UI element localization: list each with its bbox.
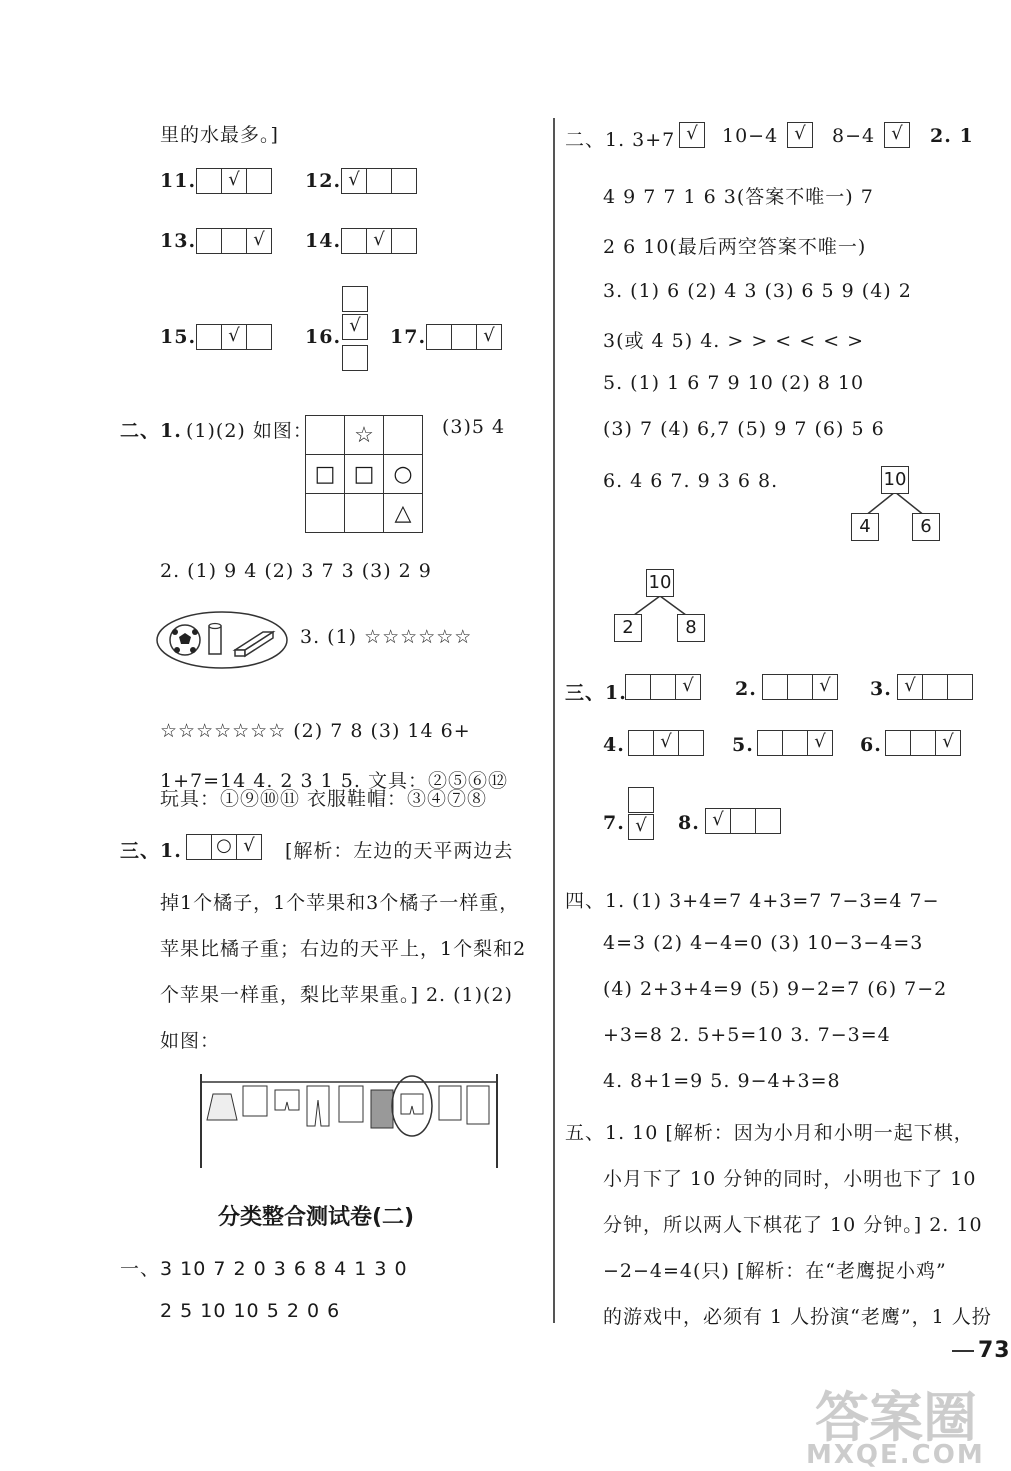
question-number: 5.	[732, 734, 754, 756]
text-line: −2−4=4(只) [解析：在“老鹰捉小鸡”	[603, 1260, 947, 1282]
text-line: 3. (1) ☆☆☆☆☆☆	[300, 626, 473, 648]
text-line: 3. (1) 6 (2) 4 3 (3) 6 5 9 (4) 2	[603, 280, 912, 302]
cylinder-icon	[209, 624, 221, 655]
section-title: 分类整合测试卷(二)	[218, 1205, 415, 1230]
text-line: 如图：	[160, 1030, 221, 1052]
text-line: 2 5 10 10 5 2 0 6	[160, 1300, 341, 1322]
tree-leaf-number: 2	[614, 614, 642, 642]
answer-boxes: √	[426, 324, 501, 350]
text-line: 的游戏中，必须有 1 人扮演“老鹰”，1 人扮	[603, 1306, 992, 1328]
text-line: 掉1个橘子，1个苹果和3个橘子一样重，	[160, 892, 520, 914]
answer-box: √	[884, 122, 910, 148]
question-number: 15.	[160, 326, 197, 348]
tree-top-number: 10	[646, 569, 674, 597]
text-line: 2. 1	[930, 125, 974, 147]
text-line: (1)(2) 如图：	[186, 420, 313, 442]
answer-boxes: √	[196, 228, 271, 254]
answer-boxes: √	[341, 228, 416, 254]
text-line: 四、1. (1) 3+4=7 4+3=7 7−3=4 7−	[565, 890, 940, 912]
shape-grid: ☆ □ □ ○ △	[305, 415, 423, 533]
text-line: (3) 7 (4) 6,7 (5) 9 7 (6) 5 6	[603, 418, 885, 440]
answer-boxes: √	[757, 730, 832, 756]
question-number: 12.	[305, 170, 342, 192]
answer-box: √	[342, 314, 368, 340]
objects-illustration	[155, 610, 290, 670]
column-divider	[553, 118, 555, 1323]
text-line: 苹果比橘子重；右边的天平上，1个梨和2	[160, 938, 527, 960]
section-label: 二、1.	[120, 420, 182, 442]
question-number: 16.	[305, 326, 342, 348]
answer-boxes: ○ √	[186, 834, 261, 860]
text-line: 二、1. 3+7	[565, 129, 676, 151]
question-number: 11.	[160, 170, 197, 192]
text-line: 5. (1) 1 6 7 9 10 (2) 8 10	[603, 372, 865, 394]
question-number: 13.	[160, 230, 197, 252]
section-label: 三、1.	[120, 840, 182, 862]
text-line: 五、1. 10 [解析：因为小月和小明一起下棋，	[565, 1122, 974, 1144]
text-line: 4=3 (2) 4−4=0 (3) 10−3−4=3	[603, 932, 924, 954]
text-line: 分钟，所以两人下棋花了 10 分钟。] 2. 10	[603, 1214, 983, 1236]
answer-boxes: √	[897, 674, 972, 700]
answer-box	[628, 787, 654, 813]
shorts-icon	[275, 1090, 299, 1110]
text-line: 4. 8+1=9 5. 9−4+3=8	[603, 1070, 841, 1092]
watermark-url: MXQE.COM	[806, 1440, 985, 1470]
text-line: 6. 4 6 7. 9 3 6 8.	[603, 470, 779, 492]
page-number-rule	[952, 1350, 974, 1352]
shirt-icon	[439, 1086, 461, 1120]
question-number: 4.	[603, 734, 625, 756]
soccer-ball-icon	[170, 625, 200, 655]
tree-leaf-number: 4	[851, 513, 879, 541]
answer-boxes: √	[341, 168, 416, 194]
answer-box: √	[787, 122, 813, 148]
answer-box: √	[628, 814, 654, 840]
question-number: 14.	[305, 230, 342, 252]
question-number: 6.	[860, 734, 882, 756]
tree-leaf-number: 8	[677, 614, 705, 642]
shirt-icon	[243, 1086, 267, 1116]
answer-boxes: √	[885, 730, 960, 756]
tree-leaf-number: 6	[912, 513, 940, 541]
watermark-logo: 答案圈	[815, 1386, 977, 1449]
text-line: 里的水最多。]	[160, 124, 279, 146]
skirt-icon	[207, 1094, 237, 1120]
text-line: 8−4	[832, 125, 876, 147]
text-line: 1+7=14 4. 2 3 1 5. 文具：②⑤⑥⑫	[160, 770, 508, 792]
answer-boxes: √	[196, 324, 271, 350]
text-line: 小月下了 10 分钟的同时，小明也下了 10	[603, 1168, 977, 1190]
answer-box	[342, 286, 368, 312]
answer-boxes: √	[762, 674, 837, 700]
text-line: 玩具：①⑨⑩⑪ 衣服鞋帽：③④⑦⑧	[160, 788, 488, 810]
question-number: 17.	[390, 326, 427, 348]
pants-icon	[307, 1086, 329, 1126]
text-line: 2 6 10(最后两空答案不唯一)	[603, 236, 867, 258]
text-line: [解析：左边的天平两边去	[285, 840, 514, 862]
rectangular-block-icon	[235, 632, 273, 656]
answer-box	[342, 345, 368, 371]
text-line: 10−4	[722, 125, 779, 147]
shirt-icon	[467, 1086, 489, 1124]
page-number: 73	[978, 1338, 1011, 1363]
question-number: 7.	[603, 812, 625, 834]
text-line: +3=8 2. 5+5=10 3. 7−3=4	[603, 1024, 891, 1046]
answer-boxes: √	[196, 168, 271, 194]
answer-boxes: √	[628, 730, 703, 756]
text-line: 一、3 10 7 2 0 3 6 8 4 1 3 0	[120, 1258, 408, 1280]
text-line: ☆☆☆☆☆☆☆ (2) 7 8 (3) 14 6+	[160, 720, 471, 742]
text-line: (3)5 4	[442, 416, 506, 438]
text-line: 2. (1) 9 4 (2) 3 7 3 (3) 2 9	[160, 560, 432, 582]
section-label: 三、1.	[565, 682, 627, 704]
question-number: 3.	[870, 678, 892, 700]
text-line: 个苹果一样重，梨比苹果重。] 2. (1)(2)	[160, 984, 513, 1006]
towel-icon	[339, 1086, 363, 1122]
tree-top-number: 10	[881, 466, 909, 494]
text-line: (4) 2+3+4=9 (5) 9−2=7 (6) 7−2	[603, 978, 948, 1000]
answer-boxes: √	[705, 808, 780, 834]
question-number: 8.	[678, 812, 700, 834]
question-number: 2.	[735, 678, 757, 700]
answer-boxes: √	[625, 674, 700, 700]
clothesline-illustration	[195, 1070, 505, 1170]
answer-box: √	[679, 122, 705, 148]
text-line: 4 9 7 7 1 6 3(答案不唯一) 7	[603, 186, 874, 208]
shorts-icon	[401, 1094, 423, 1114]
text-line: 3(或 4 5) 4. > > < < < >	[603, 330, 865, 352]
vest-icon	[371, 1090, 393, 1128]
